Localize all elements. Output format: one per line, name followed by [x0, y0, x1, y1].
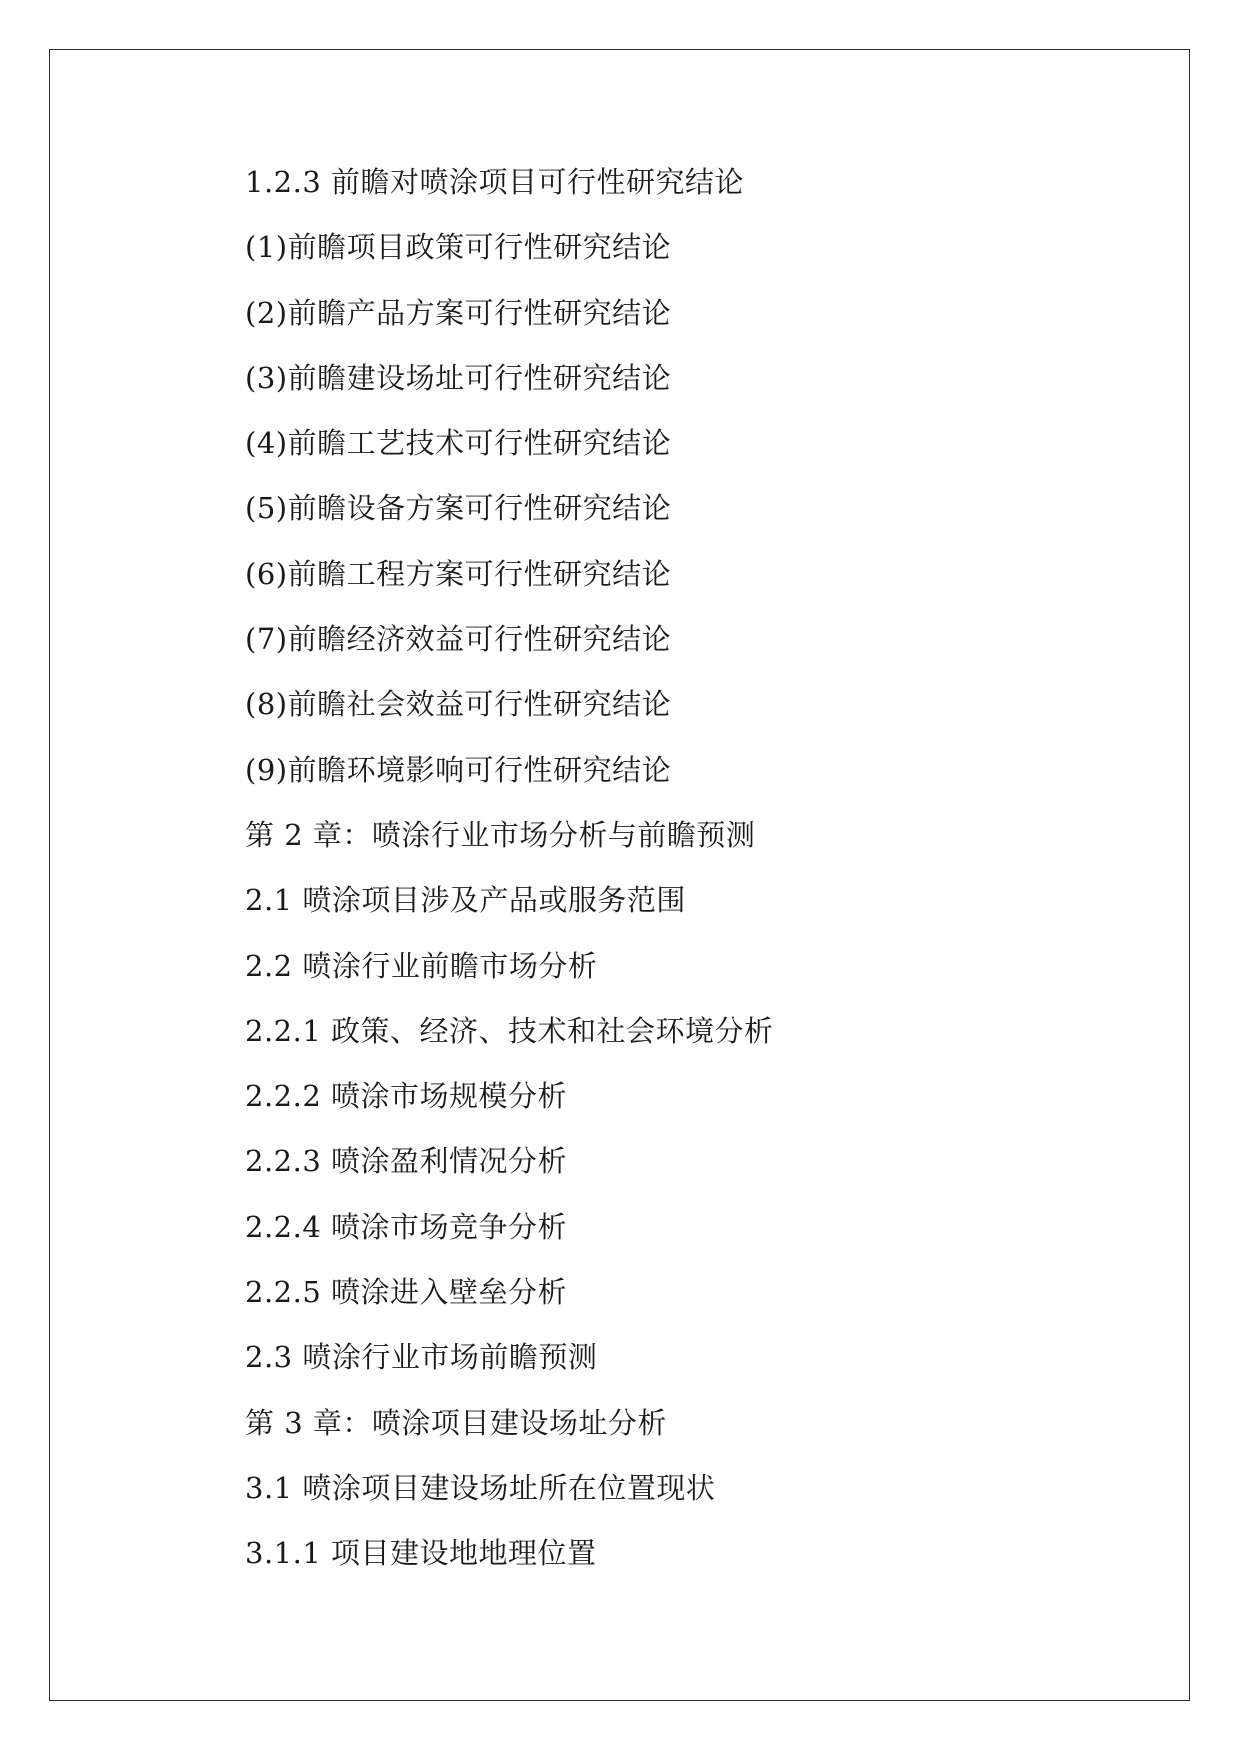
- toc-entry-economic-conclusion: (7)前瞻经济效益可行性研究结论: [245, 622, 672, 657]
- toc-entry-policy-conclusion: (1)前瞻项目政策可行性研究结论: [245, 230, 672, 265]
- toc-entry-product-conclusion: (2)前瞻产品方案可行性研究结论: [245, 295, 672, 330]
- toc-entry-process-conclusion: (4)前瞻工艺技术可行性研究结论: [245, 426, 672, 461]
- toc-entry-site-conclusion: (3)前瞻建设场址可行性研究结论: [245, 360, 672, 395]
- toc-entry-equipment-conclusion: (5)前瞻设备方案可行性研究结论: [245, 491, 672, 526]
- table-of-contents: [245, 155, 774, 1592]
- toc-entry-engineering-conclusion: (6)前瞻工程方案可行性研究结论: [245, 556, 672, 591]
- toc-entry-2-3: 2.3 喷涂行业市场前瞻预测: [245, 1340, 598, 1375]
- toc-entry-2-2-1: 2.2.1 政策、经济、技术和社会环境分析: [245, 1013, 774, 1048]
- toc-entry-1-2-3: 1.2.3 前瞻对喷涂项目可行性研究结论: [245, 165, 745, 199]
- toc-entry-2-2-4: 2.2.4 喷涂市场竞争分析: [245, 1209, 568, 1244]
- toc-entry-2-2: 2.2 喷涂行业前瞻市场分析: [245, 948, 598, 983]
- toc-entry-social-conclusion: (8)前瞻社会效益可行性研究结论: [245, 687, 672, 722]
- toc-entry-3-1: 3.1 喷涂项目建设场址所在位置现状: [245, 1470, 716, 1505]
- toc-entry-environment-conclusion: (9)前瞻环境影响可行性研究结论: [245, 752, 672, 787]
- toc-entry-2-2-3: 2.2.3 喷涂盈利情况分析: [245, 1144, 568, 1179]
- toc-entry-3-1-1: 3.1.1 项目建设地地理位置: [245, 1536, 597, 1571]
- toc-entry-2-2-5: 2.2.5 喷涂进入壁垒分析: [245, 1275, 568, 1310]
- toc-entry-2-2-2: 2.2.2 喷涂市场规模分析: [245, 1079, 568, 1114]
- toc-chapter-2: 第 2 章：喷涂行业市场分析与前瞻预测: [245, 817, 756, 852]
- toc-chapter-3: 第 3 章：喷涂项目建设场址分析: [245, 1405, 667, 1440]
- toc-entry-2-1: 2.1 喷涂项目涉及产品或服务范围: [245, 883, 686, 918]
